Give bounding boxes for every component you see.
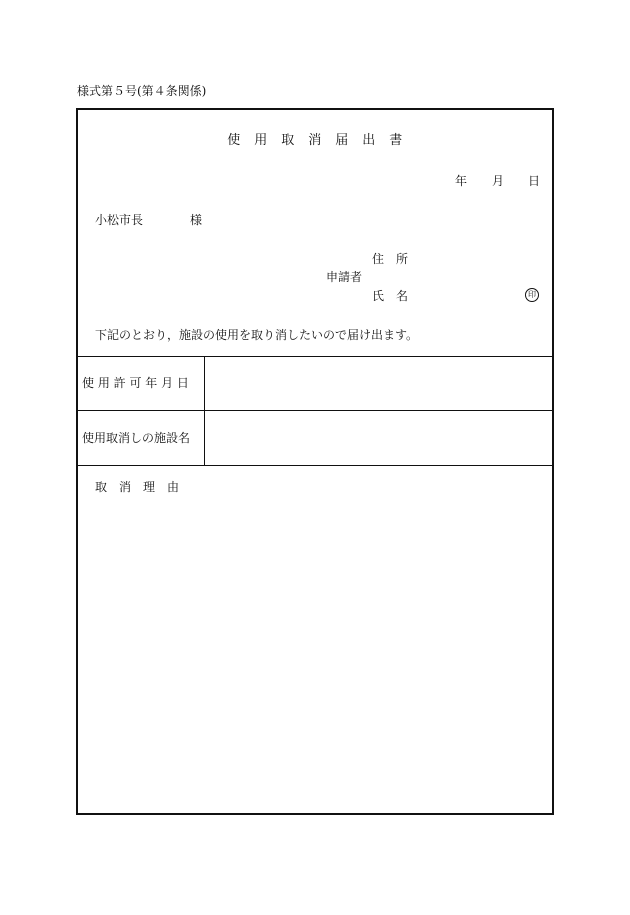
form-frame (76, 108, 554, 815)
date-day-label: 日 (528, 174, 541, 188)
document-title: 使 用 取 消 届 出 書 (227, 133, 403, 148)
table-middle-divider (77, 410, 554, 411)
applicant-address-label: 住 所 (372, 252, 409, 266)
cancellation-reason-label: 取 消 理 由 (95, 480, 180, 494)
seal-mark: 印 (525, 288, 539, 302)
table-bottom-divider (77, 465, 554, 466)
applicant-group-label: 申請者 (326, 270, 363, 284)
applicant-name-label: 氏 名 (372, 289, 409, 303)
addressee-name: 小松市長 (95, 213, 144, 227)
cancelled-facility-label: 使用取消しの施設名 (82, 431, 191, 445)
table-top-divider (77, 356, 554, 357)
date-year-label: 年 (455, 174, 468, 188)
table-column-divider (204, 356, 205, 465)
form-number-label: 様式第５号(第４条関係) (77, 84, 207, 98)
statement-text: 下記のとおり，施設の使用を取り消したいので届け出ます。 (95, 328, 419, 342)
date-month-label: 月 (492, 174, 505, 188)
addressee-honorific: 様 (190, 213, 203, 227)
permit-date-label: 使 用 許 可 年 月 日 (82, 376, 189, 390)
